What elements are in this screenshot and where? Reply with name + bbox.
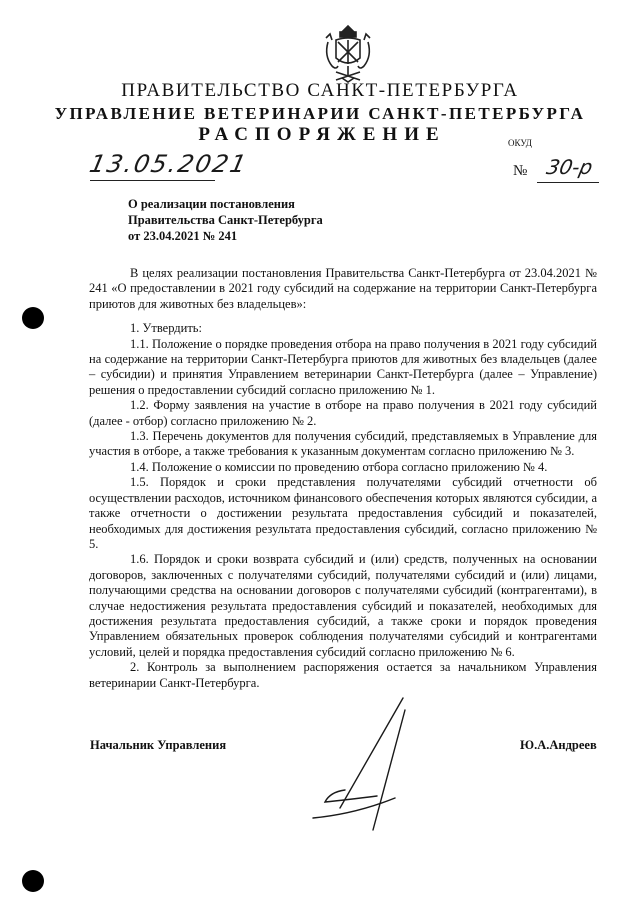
- clause-2: 2. Контроль за выполнением распоряжения остается за начальником Управления ветеринарии Санкт-Петербурга.: [89, 660, 597, 690]
- subject-line: от 23.04.2021 № 241: [128, 229, 238, 243]
- department-title: УПРАВЛЕНИЕ ВЕТЕРИНАРИИ САНКТ-ПЕТЕРБУРГА: [54, 104, 586, 123]
- signatory-position: Начальник Управления: [90, 738, 227, 752]
- government-title: ПРАВИТЕЛЬСТВО САНКТ-ПЕТЕРБУРГА: [121, 80, 519, 101]
- punch-hole: [22, 307, 44, 329]
- punch-hole: [22, 870, 44, 892]
- approve-paragraph: 1. Утвердить:: [130, 321, 202, 336]
- number-underline: [537, 182, 599, 183]
- subject-line: О реализации постановления: [128, 197, 295, 211]
- document-number: 30-р: [544, 155, 595, 179]
- signature-image: [285, 690, 435, 840]
- clause-1-1: 1.1. Положение о порядке проведения отбора на право получения в 2021 году субсидий на содержание на территории Санкт-Петербурга приютов для животных без владельцев (далее – субсидии) и принятия Управлением ветеринарии Санкт-Петербурга (далее – Управление) решения о предоставлении субсидий согласно приложению № 1.: [89, 336, 597, 397]
- preamble-paragraph: В целях реализации постановления Правительства Санкт-Петербурга от 23.04.2021 № 241 «О предоставлении в 2021 году субсидий на содержание на территории Санкт-Петербурга приютов для животных без владельцев»:: [89, 266, 597, 311]
- document-date: 13.05.2021: [87, 150, 251, 178]
- date-underline: [90, 180, 215, 181]
- number-sign: №: [513, 163, 528, 179]
- signatory-name: Ю.А.Андреев: [520, 738, 597, 752]
- clause-1-5: 1.5. Порядок и сроки представления получателями субсидий отчетности об осуществлении расходов, источником финансового обеспечения которых являются субсидии, а также отчетности о достижении результата предоставления субсидий и показателей, необходимых для достижения результата предоставления субсидий, согласно приложению № 5.: [89, 475, 597, 551]
- clause-1-3: 1.3. Перечень документов для получения субсидий, представляемых в Управление для участия в отборе, а также требования к указанным документам согласно приложению № 3.: [89, 429, 597, 459]
- subject-line: Правительства Санкт-Петербурга: [128, 213, 323, 227]
- okud-label: ОКУД: [508, 138, 532, 148]
- clause-1-6: 1.6. Порядок и сроки возврата субсидий и (или) средств, полученных на основании договоров, заключенных с получателями субсидий, получателями субсидий и (или) лицами, получающими средства на основании договоров с получателями субсидий (контрагентами), в случае недостижения результата предоставления субсидий и показателей, необходимых для достижения результата предоставления субсидий, а также сроки и порядок проведения Управлением обязательных проверок соблюдения получателями субсидий и контрагентами условий, целей и порядка предоставления субсидий согласно приложению № 6.: [89, 552, 597, 659]
- clause-1-4: 1.4. Положение о комиссии по проведению отбора согласно приложению № 4.: [130, 459, 548, 474]
- clause-1-2: 1.2. Форму заявления на участие в отборе на право получения в 2021 году субсидий (далее - отбор) согласно приложению № 2.: [89, 398, 597, 428]
- document-type: РАСПОРЯЖЕНИЕ: [198, 124, 446, 145]
- document-subject: [128, 196, 323, 244]
- coat-of-arms-icon: [322, 22, 374, 84]
- document-body: [89, 266, 597, 691]
